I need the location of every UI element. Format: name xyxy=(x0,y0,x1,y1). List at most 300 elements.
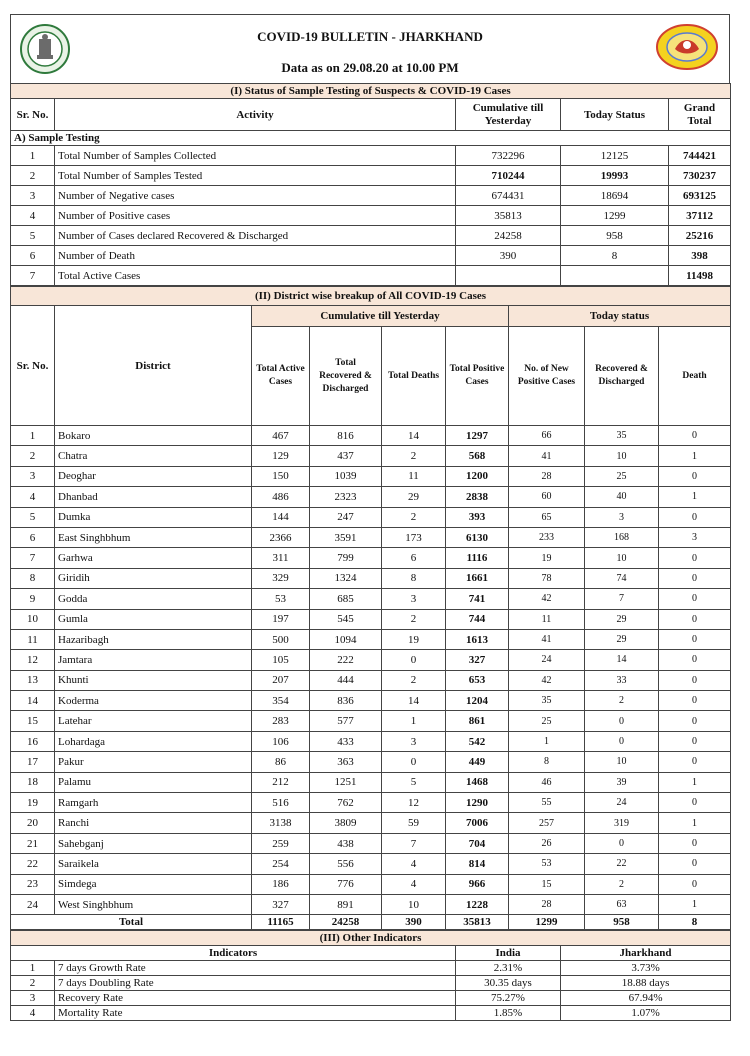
district-positive: 568 xyxy=(446,446,509,466)
district-recovered: 247 xyxy=(310,507,382,527)
indicator-name: Mortality Rate xyxy=(55,1006,456,1021)
district-positive: 1200 xyxy=(446,466,509,486)
district-sr: 17 xyxy=(11,752,55,772)
district-sr: 23 xyxy=(11,874,55,894)
row-grand-total: 11498 xyxy=(669,266,731,286)
district-row xyxy=(11,487,731,507)
district-row xyxy=(11,772,731,792)
district-row xyxy=(11,874,731,894)
district-active: 311 xyxy=(252,548,310,568)
indicator-row xyxy=(11,991,731,1006)
district-today-death: 0 xyxy=(659,833,731,853)
row-activity: Number of Negative cases xyxy=(55,186,456,206)
total-recovered: 24258 xyxy=(310,915,382,930)
district-deaths: 0 xyxy=(382,752,446,772)
district-name: Chatra xyxy=(55,446,252,466)
district-sr: 15 xyxy=(11,711,55,731)
district-name: Ramgarh xyxy=(55,793,252,813)
row-grand-total: 744421 xyxy=(669,146,731,166)
section1-title: (I) Status of Sample Testing of Suspects & COVID-19 Cases xyxy=(11,84,731,99)
district-sr: 4 xyxy=(11,487,55,507)
district-name: Sahebganj xyxy=(55,833,252,853)
sample-row xyxy=(11,146,731,166)
district-recovered: 363 xyxy=(310,752,382,772)
indicator-name: Recovery Rate xyxy=(55,991,456,1006)
district-today-rec: 29 xyxy=(585,609,659,629)
district-positive: 966 xyxy=(446,874,509,894)
district-deaths: 2 xyxy=(382,670,446,690)
total-today-death: 8 xyxy=(659,915,731,930)
district-deaths: 7 xyxy=(382,833,446,853)
district-new: 41 xyxy=(509,446,585,466)
district-active: 144 xyxy=(252,507,310,527)
district-today-death: 1 xyxy=(659,894,731,914)
district-row xyxy=(11,670,731,690)
indicator-jharkhand: 18.88 days xyxy=(561,976,731,991)
district-recovered: 1039 xyxy=(310,466,382,486)
district-name: Lohardaga xyxy=(55,731,252,751)
district-today-rec: 33 xyxy=(585,670,659,690)
district-name: Khunti xyxy=(55,670,252,690)
district-deaths: 14 xyxy=(382,426,446,446)
district-row xyxy=(11,813,731,833)
total-deaths: 390 xyxy=(382,915,446,930)
district-today-death: 3 xyxy=(659,527,731,547)
sample-row xyxy=(11,166,731,186)
row-today: 1299 xyxy=(561,206,669,226)
district-today-death: 0 xyxy=(659,670,731,690)
col-cumulative: Cumulative till Yesterday xyxy=(456,99,561,131)
district-positive: 744 xyxy=(446,609,509,629)
district-deaths: 10 xyxy=(382,894,446,914)
row-grand-total: 730237 xyxy=(669,166,731,186)
district-row xyxy=(11,507,731,527)
district-new: 8 xyxy=(509,752,585,772)
district-positive: 653 xyxy=(446,670,509,690)
district-today-rec: 35 xyxy=(585,426,659,446)
district-deaths: 29 xyxy=(382,487,446,507)
col-district: District xyxy=(55,306,252,426)
district-recovered: 1324 xyxy=(310,568,382,588)
district-today-rec: 22 xyxy=(585,854,659,874)
district-today-rec: 3 xyxy=(585,507,659,527)
row-sr: 5 xyxy=(11,226,55,246)
district-row xyxy=(11,711,731,731)
district-new: 42 xyxy=(509,589,585,609)
col-india: India xyxy=(456,946,561,961)
district-active: 354 xyxy=(252,691,310,711)
district-today-rec: 24 xyxy=(585,793,659,813)
district-today-rec: 319 xyxy=(585,813,659,833)
district-recovered: 222 xyxy=(310,650,382,670)
district-sr: 21 xyxy=(11,833,55,853)
district-name: West Singhbhum xyxy=(55,894,252,914)
district-active: 2366 xyxy=(252,527,310,547)
district-positive: 1468 xyxy=(446,772,509,792)
indicator-name: 7 days Growth Rate xyxy=(55,961,456,976)
district-deaths: 14 xyxy=(382,691,446,711)
district-today-rec: 29 xyxy=(585,629,659,649)
district-sr: 14 xyxy=(11,691,55,711)
district-positive: 704 xyxy=(446,833,509,853)
col-activity: Activity xyxy=(55,99,456,131)
district-deaths: 12 xyxy=(382,793,446,813)
district-today-death: 1 xyxy=(659,813,731,833)
bulletin-header xyxy=(10,14,730,83)
district-positive: 1204 xyxy=(446,691,509,711)
district-row xyxy=(11,650,731,670)
district-table xyxy=(10,286,731,930)
district-recovered: 3591 xyxy=(310,527,382,547)
district-today-rec: 40 xyxy=(585,487,659,507)
district-new: 60 xyxy=(509,487,585,507)
district-today-rec: 25 xyxy=(585,466,659,486)
district-positive: 542 xyxy=(446,731,509,751)
district-new: 66 xyxy=(509,426,585,446)
district-sr: 10 xyxy=(11,609,55,629)
district-row xyxy=(11,426,731,446)
row-today: 19993 xyxy=(561,166,669,186)
district-deaths: 3 xyxy=(382,589,446,609)
district-new: 55 xyxy=(509,793,585,813)
district-name: Dumka xyxy=(55,507,252,527)
sample-row xyxy=(11,186,731,206)
col-total-recovered: Total Recovered & Discharged xyxy=(310,327,382,426)
district-today-death: 1 xyxy=(659,446,731,466)
district-sr: 8 xyxy=(11,568,55,588)
district-name: Gumla xyxy=(55,609,252,629)
row-sr: 6 xyxy=(11,246,55,266)
sample-testing-subheading: A) Sample Testing xyxy=(11,131,731,146)
district-new: 26 xyxy=(509,833,585,853)
district-row xyxy=(11,466,731,486)
district-deaths: 2 xyxy=(382,507,446,527)
col-total-active: Total Active Cases xyxy=(252,327,310,426)
group-today: Today status xyxy=(509,306,731,327)
indicator-india: 30.35 days xyxy=(456,976,561,991)
district-recovered: 2323 xyxy=(310,487,382,507)
district-positive: 1228 xyxy=(446,894,509,914)
district-active: 105 xyxy=(252,650,310,670)
col-indicators: Indicators xyxy=(11,946,456,961)
district-today-rec: 10 xyxy=(585,446,659,466)
district-name: Koderma xyxy=(55,691,252,711)
total-active: 11165 xyxy=(252,915,310,930)
total-today-rec: 958 xyxy=(585,915,659,930)
row-activity: Number of Cases declared Recovered & Discharged xyxy=(55,226,456,246)
col-total-positive: Total Positive Cases xyxy=(446,327,509,426)
row-today xyxy=(561,266,669,286)
district-active: 186 xyxy=(252,874,310,894)
district-deaths: 1 xyxy=(382,711,446,731)
district-today-death: 0 xyxy=(659,466,731,486)
district-name: Pakur xyxy=(55,752,252,772)
district-today-death: 0 xyxy=(659,548,731,568)
district-row xyxy=(11,793,731,813)
col-today-status: Today Status xyxy=(561,99,669,131)
district-today-death: 0 xyxy=(659,589,731,609)
district-name: Bokaro xyxy=(55,426,252,446)
section2-title: (II) District wise breakup of All COVID-19 Cases xyxy=(11,287,731,306)
district-active: 283 xyxy=(252,711,310,731)
district-today-death: 0 xyxy=(659,426,731,446)
district-today-death: 0 xyxy=(659,854,731,874)
district-recovered: 444 xyxy=(310,670,382,690)
district-row xyxy=(11,548,731,568)
district-today-death: 0 xyxy=(659,711,731,731)
row-sr: 2 xyxy=(11,166,55,186)
district-row xyxy=(11,691,731,711)
district-active: 3138 xyxy=(252,813,310,833)
sample-row xyxy=(11,246,731,266)
district-new: 257 xyxy=(509,813,585,833)
district-positive: 814 xyxy=(446,854,509,874)
district-active: 467 xyxy=(252,426,310,446)
total-positive: 35813 xyxy=(446,915,509,930)
district-deaths: 6 xyxy=(382,548,446,568)
indicator-india: 75.27% xyxy=(456,991,561,1006)
district-deaths: 4 xyxy=(382,874,446,894)
district-new: 1 xyxy=(509,731,585,751)
other-indicators-table xyxy=(10,930,731,1021)
district-positive: 393 xyxy=(446,507,509,527)
row-activity: Total Active Cases xyxy=(55,266,456,286)
district-new: 15 xyxy=(509,874,585,894)
total-new: 1299 xyxy=(509,915,585,930)
district-today-rec: 74 xyxy=(585,568,659,588)
district-recovered: 685 xyxy=(310,589,382,609)
district-recovered: 1094 xyxy=(310,629,382,649)
district-today-death: 0 xyxy=(659,752,731,772)
district-active: 259 xyxy=(252,833,310,853)
district-positive: 2838 xyxy=(446,487,509,507)
district-recovered: 816 xyxy=(310,426,382,446)
district-today-rec: 0 xyxy=(585,711,659,731)
row-activity: Number of Death xyxy=(55,246,456,266)
indicator-jharkhand: 67.94% xyxy=(561,991,731,1006)
row-cumulative xyxy=(456,266,561,286)
district-new: 233 xyxy=(509,527,585,547)
district-active: 53 xyxy=(252,589,310,609)
district-sr: 6 xyxy=(11,527,55,547)
col-total-deaths: Total Deaths xyxy=(382,327,446,426)
district-rows xyxy=(11,426,731,915)
district-today-rec: 14 xyxy=(585,650,659,670)
district-deaths: 11 xyxy=(382,466,446,486)
district-sr: 1 xyxy=(11,426,55,446)
district-today-death: 0 xyxy=(659,874,731,894)
district-sr: 24 xyxy=(11,894,55,914)
district-recovered: 762 xyxy=(310,793,382,813)
district-sr: 13 xyxy=(11,670,55,690)
district-deaths: 173 xyxy=(382,527,446,547)
district-name: Latehar xyxy=(55,711,252,731)
district-sr: 11 xyxy=(11,629,55,649)
row-sr: 7 xyxy=(11,266,55,286)
district-row xyxy=(11,629,731,649)
district-row xyxy=(11,731,731,751)
district-recovered: 545 xyxy=(310,609,382,629)
district-name: Garhwa xyxy=(55,548,252,568)
district-sr: 2 xyxy=(11,446,55,466)
district-today-death: 0 xyxy=(659,650,731,670)
district-name: Godda xyxy=(55,589,252,609)
row-cumulative: 710244 xyxy=(456,166,561,186)
district-today-death: 0 xyxy=(659,568,731,588)
district-positive: 741 xyxy=(446,589,509,609)
district-row xyxy=(11,568,731,588)
district-recovered: 1251 xyxy=(310,772,382,792)
group-cumulative: Cumulative till Yesterday xyxy=(252,306,509,327)
district-active: 254 xyxy=(252,854,310,874)
district-deaths: 8 xyxy=(382,568,446,588)
row-today: 958 xyxy=(561,226,669,246)
district-today-death: 0 xyxy=(659,793,731,813)
indicator-row xyxy=(11,961,731,976)
district-today-rec: 10 xyxy=(585,752,659,772)
district-deaths: 19 xyxy=(382,629,446,649)
district-row xyxy=(11,752,731,772)
district-row xyxy=(11,589,731,609)
col-jharkhand: Jharkhand xyxy=(561,946,731,961)
row-activity: Total Number of Samples Collected xyxy=(55,146,456,166)
district-recovered: 438 xyxy=(310,833,382,853)
row-today: 18694 xyxy=(561,186,669,206)
col-new-positive: No. of New Positive Cases xyxy=(509,327,585,426)
row-today: 12125 xyxy=(561,146,669,166)
district-new: 25 xyxy=(509,711,585,731)
district-active: 500 xyxy=(252,629,310,649)
row-sr: 4 xyxy=(11,206,55,226)
sample-row xyxy=(11,226,731,246)
district-name: Saraikela xyxy=(55,854,252,874)
district-new: 41 xyxy=(509,629,585,649)
row-grand-total: 37112 xyxy=(669,206,731,226)
district-recovered: 3809 xyxy=(310,813,382,833)
district-sr: 3 xyxy=(11,466,55,486)
district-deaths: 0 xyxy=(382,650,446,670)
district-new: 42 xyxy=(509,670,585,690)
district-new: 28 xyxy=(509,466,585,486)
district-new: 35 xyxy=(509,691,585,711)
col-today-recovered: Recovered & Discharged xyxy=(585,327,659,426)
district-deaths: 2 xyxy=(382,609,446,629)
bulletin-title: COVID-19 BULLETIN - JHARKHAND xyxy=(257,29,483,44)
col-today-death: Death xyxy=(659,327,731,426)
indicator-name: 7 days Doubling Rate xyxy=(55,976,456,991)
district-today-death: 0 xyxy=(659,691,731,711)
indicator-jharkhand: 1.07% xyxy=(561,1006,731,1021)
row-cumulative: 732296 xyxy=(456,146,561,166)
indicator-india: 2.31% xyxy=(456,961,561,976)
district-new: 78 xyxy=(509,568,585,588)
district-active: 86 xyxy=(252,752,310,772)
district-positive: 1116 xyxy=(446,548,509,568)
district-recovered: 556 xyxy=(310,854,382,874)
district-today-rec: 2 xyxy=(585,691,659,711)
row-cumulative: 674431 xyxy=(456,186,561,206)
district-name: Dhanbad xyxy=(55,487,252,507)
district-positive: 7006 xyxy=(446,813,509,833)
district-new: 65 xyxy=(509,507,585,527)
district-sr: 16 xyxy=(11,731,55,751)
col-district-sr: Sr. No. xyxy=(11,306,55,426)
indicator-jharkhand: 3.73% xyxy=(561,961,731,976)
district-today-rec: 63 xyxy=(585,894,659,914)
row-grand-total: 398 xyxy=(669,246,731,266)
district-row xyxy=(11,609,731,629)
sample-testing-table xyxy=(10,83,731,286)
row-grand-total: 693125 xyxy=(669,186,731,206)
district-row xyxy=(11,894,731,914)
district-active: 329 xyxy=(252,568,310,588)
district-positive: 6130 xyxy=(446,527,509,547)
district-today-death: 0 xyxy=(659,731,731,751)
row-sr: 3 xyxy=(11,186,55,206)
row-today: 8 xyxy=(561,246,669,266)
district-positive: 1613 xyxy=(446,629,509,649)
district-new: 24 xyxy=(509,650,585,670)
district-today-rec: 168 xyxy=(585,527,659,547)
district-new: 19 xyxy=(509,548,585,568)
district-row xyxy=(11,527,731,547)
district-active: 212 xyxy=(252,772,310,792)
district-today-rec: 10 xyxy=(585,548,659,568)
district-sr: 7 xyxy=(11,548,55,568)
district-today-rec: 7 xyxy=(585,589,659,609)
row-grand-total: 25216 xyxy=(669,226,731,246)
district-positive: 1297 xyxy=(446,426,509,446)
district-deaths: 5 xyxy=(382,772,446,792)
district-sr: 19 xyxy=(11,793,55,813)
district-deaths: 59 xyxy=(382,813,446,833)
district-active: 207 xyxy=(252,670,310,690)
district-recovered: 577 xyxy=(310,711,382,731)
district-deaths: 3 xyxy=(382,731,446,751)
district-name: Simdega xyxy=(55,874,252,894)
indicator-sr: 2 xyxy=(11,976,55,991)
indicator-sr: 4 xyxy=(11,1006,55,1021)
district-recovered: 776 xyxy=(310,874,382,894)
district-row xyxy=(11,446,731,466)
district-sr: 9 xyxy=(11,589,55,609)
district-active: 516 xyxy=(252,793,310,813)
district-row xyxy=(11,854,731,874)
row-cumulative: 390 xyxy=(456,246,561,266)
district-name: Palamu xyxy=(55,772,252,792)
district-positive: 1290 xyxy=(446,793,509,813)
district-name: Deoghar xyxy=(55,466,252,486)
district-today-rec: 2 xyxy=(585,874,659,894)
district-active: 327 xyxy=(252,894,310,914)
district-recovered: 891 xyxy=(310,894,382,914)
district-sr: 22 xyxy=(11,854,55,874)
district-recovered: 437 xyxy=(310,446,382,466)
indicator-row xyxy=(11,1006,731,1021)
district-recovered: 799 xyxy=(310,548,382,568)
district-positive: 861 xyxy=(446,711,509,731)
district-new: 46 xyxy=(509,772,585,792)
district-active: 486 xyxy=(252,487,310,507)
district-deaths: 2 xyxy=(382,446,446,466)
district-positive: 1661 xyxy=(446,568,509,588)
district-name: East Singhbhum xyxy=(55,527,252,547)
total-label: Total xyxy=(11,915,252,930)
district-name: Jamtara xyxy=(55,650,252,670)
district-name: Hazaribagh xyxy=(55,629,252,649)
row-activity: Number of Positive cases xyxy=(55,206,456,226)
sample-testing-rows xyxy=(11,146,731,286)
